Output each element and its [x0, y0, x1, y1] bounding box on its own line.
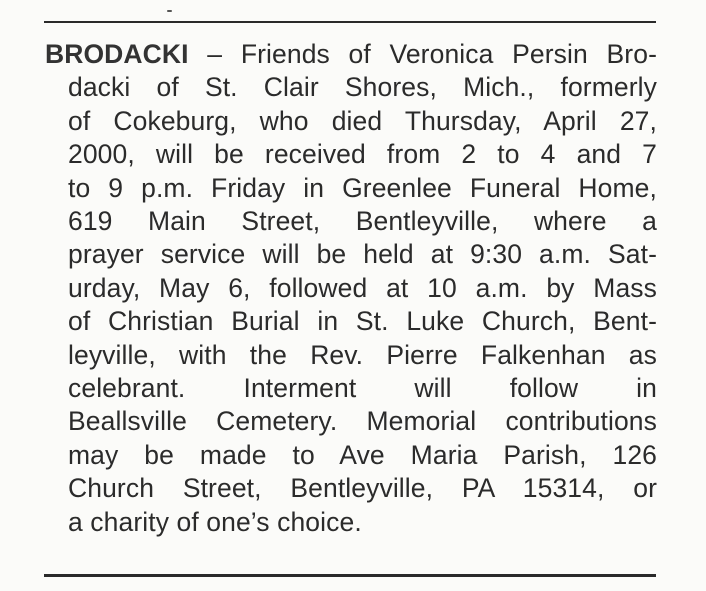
obituary-line-2: dacki of St. Clair Shores, Mich., formerly	[68, 72, 657, 103]
obituary-line-12: Beallsville Cemetery. Memorial contributions	[68, 406, 657, 437]
obituary-line-1	[45, 38, 657, 71]
obituary-line-5: to 9 p.m. Friday in Greenlee Funeral Home,	[68, 172, 657, 203]
obituary-line-3: of Cokeburg, who died Thursday, April 27,	[68, 105, 657, 136]
obituary-line-13: may be made to Ave Maria Parish, 126	[68, 439, 657, 470]
obituary-line-1-text: Friends of Veronica Persin Bro-	[240, 39, 657, 69]
print-speck	[167, 10, 172, 12]
obituary-text	[45, 38, 657, 539]
obituary-line-14: Church Street, Bentleyville, PA 15314, or	[68, 473, 657, 504]
obituary-line-9: of Christian Burial in St. Luke Church, Bent-	[68, 306, 657, 337]
obituary-line-4: 2000, will be received from 2 to 4 and 7	[68, 139, 657, 170]
obituary-line-15: a charity of one’s choice.	[68, 506, 362, 537]
obituary-line-6: 619 Main Street, Bentleyville, where a	[68, 206, 657, 237]
obituary-line-8: urday, May 6, followed at 10 a.m. by Mass	[68, 272, 657, 303]
bottom-rule	[44, 574, 656, 577]
obituary-surname: BRODACKI	[45, 39, 189, 69]
obituary-dash: –	[188, 39, 241, 69]
obituary-line-7: prayer service will be held at 9:30 a.m. Sat-	[68, 239, 657, 270]
top-rule	[44, 21, 656, 23]
obituary-line-11: celebrant. Interment will follow in	[68, 373, 657, 404]
obituary-line-10: leyville, with the Rev. Pierre Falkenhan as	[68, 339, 657, 370]
